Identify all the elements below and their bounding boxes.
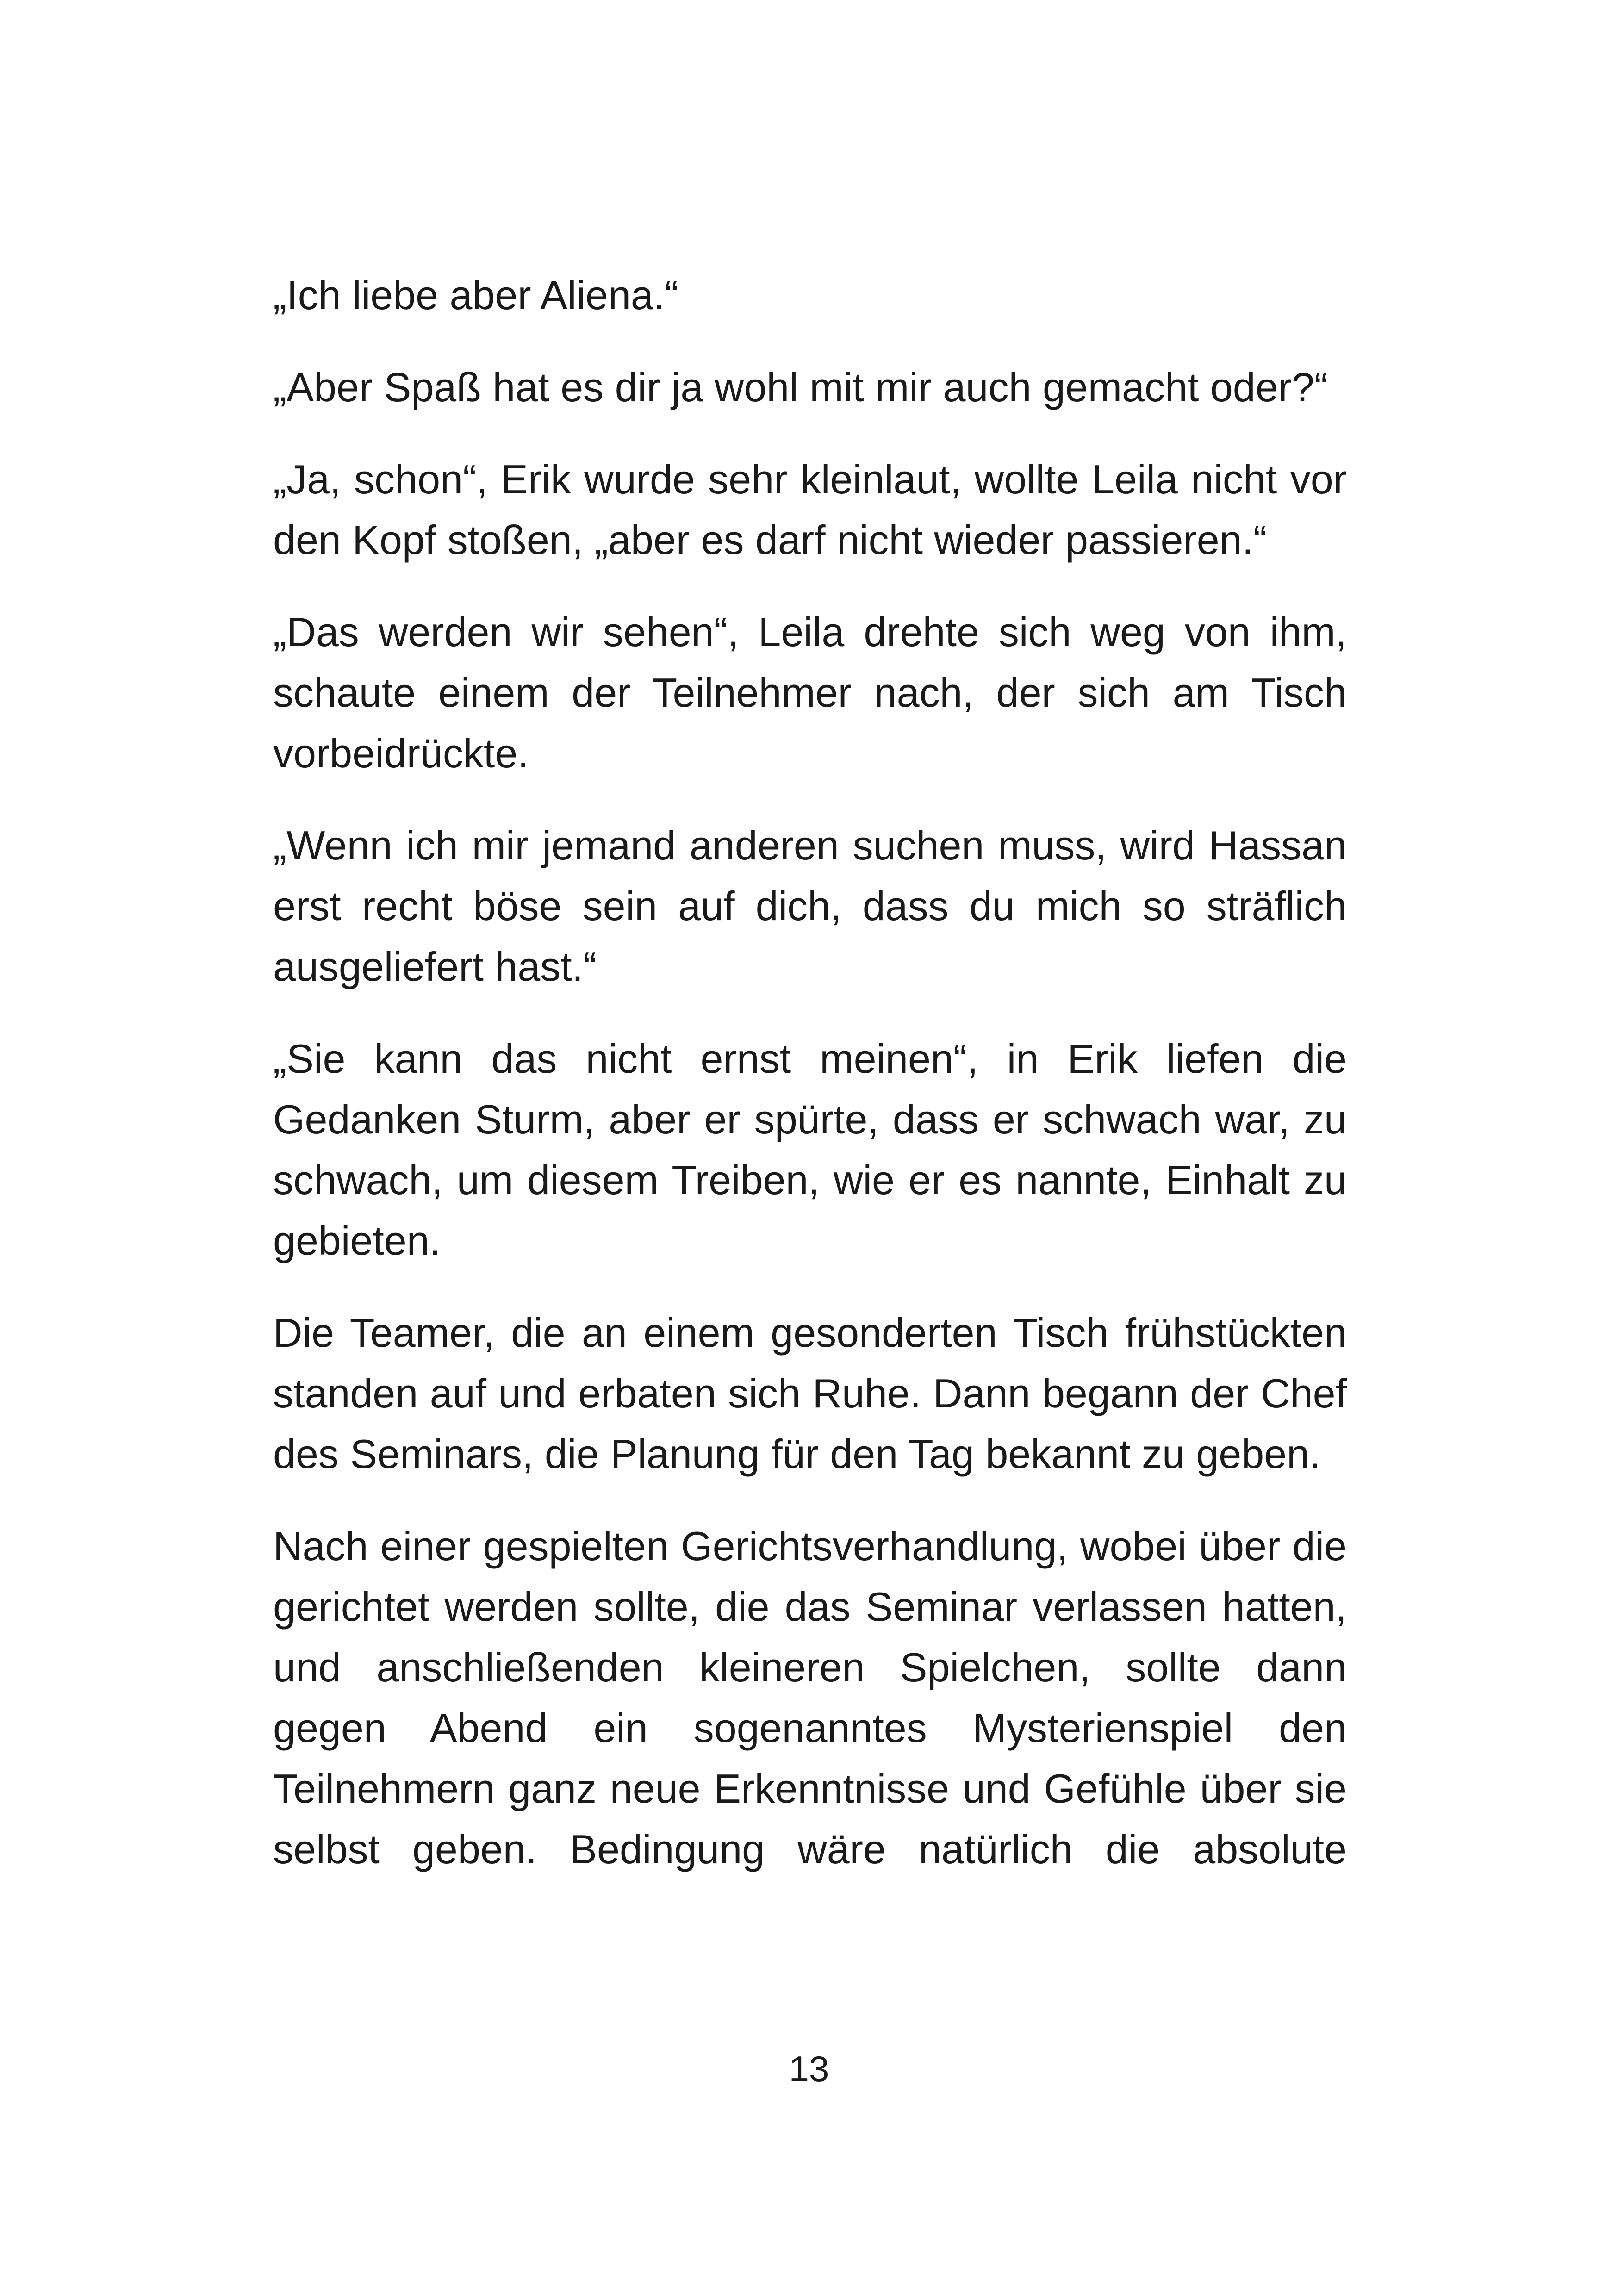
paragraph-3: „Ja, schon“, Erik wurde sehr kleinlaut, wollte Leila nicht vor den Kopf stoßen, „aber es darf nicht wieder passieren.“ bbox=[273, 456, 1347, 563]
body-text bbox=[273, 265, 1347, 1879]
paragraph-4: „Das werden wir sehen“, Leila drehte sich weg von ihm, schaute einem der Teilnehmer nach, der sich am Tisch vorbeidrückte. bbox=[273, 609, 1347, 776]
paragraph-2: „Aber Spaß hat es dir ja wohl mit mir auch gemacht oder?“ bbox=[273, 364, 1328, 410]
page-number: 13 bbox=[789, 2048, 829, 2089]
paragraph-7: Die Teamer, die an einem gesonderten Tisch frühstückten standen auf und erbaten sich Ruhe. Dann begann der Chef des Seminars, die Planung für den Tag bekannt zu geben. bbox=[273, 1310, 1347, 1477]
paragraph-1: „Ich liebe aber Aliena.“ bbox=[273, 272, 678, 318]
paragraph-6: „Sie kann das nicht ernst meinen“, in Erik liefen die Gedanken Sturm, aber er spürte, dass er schwach war, zu schwach, um diesem Treiben, wie er es nannte, Einhalt zu gebieten. bbox=[273, 1036, 1347, 1263]
paragraph-5: „Wenn ich mir jemand anderen suchen muss, wird Hassan erst recht böse sein auf dich, dass du mich so sträflich ausgeliefert hast.“ bbox=[273, 822, 1347, 989]
paragraph-8: Nach einer gespielten Gerichtsverhandlung, wobei über die gerichtet werden sollte, die das Seminar verlassen hatten, und anschließenden kleineren Spielchen, sollte dann gegen Abend ein sogenanntes Mysterienspiel den Teilnehmern ganz neue Erkenntnisse und Gefühle über sie selbst geben. Bedingung wäre natürlich die absolute bbox=[273, 1523, 1347, 1872]
